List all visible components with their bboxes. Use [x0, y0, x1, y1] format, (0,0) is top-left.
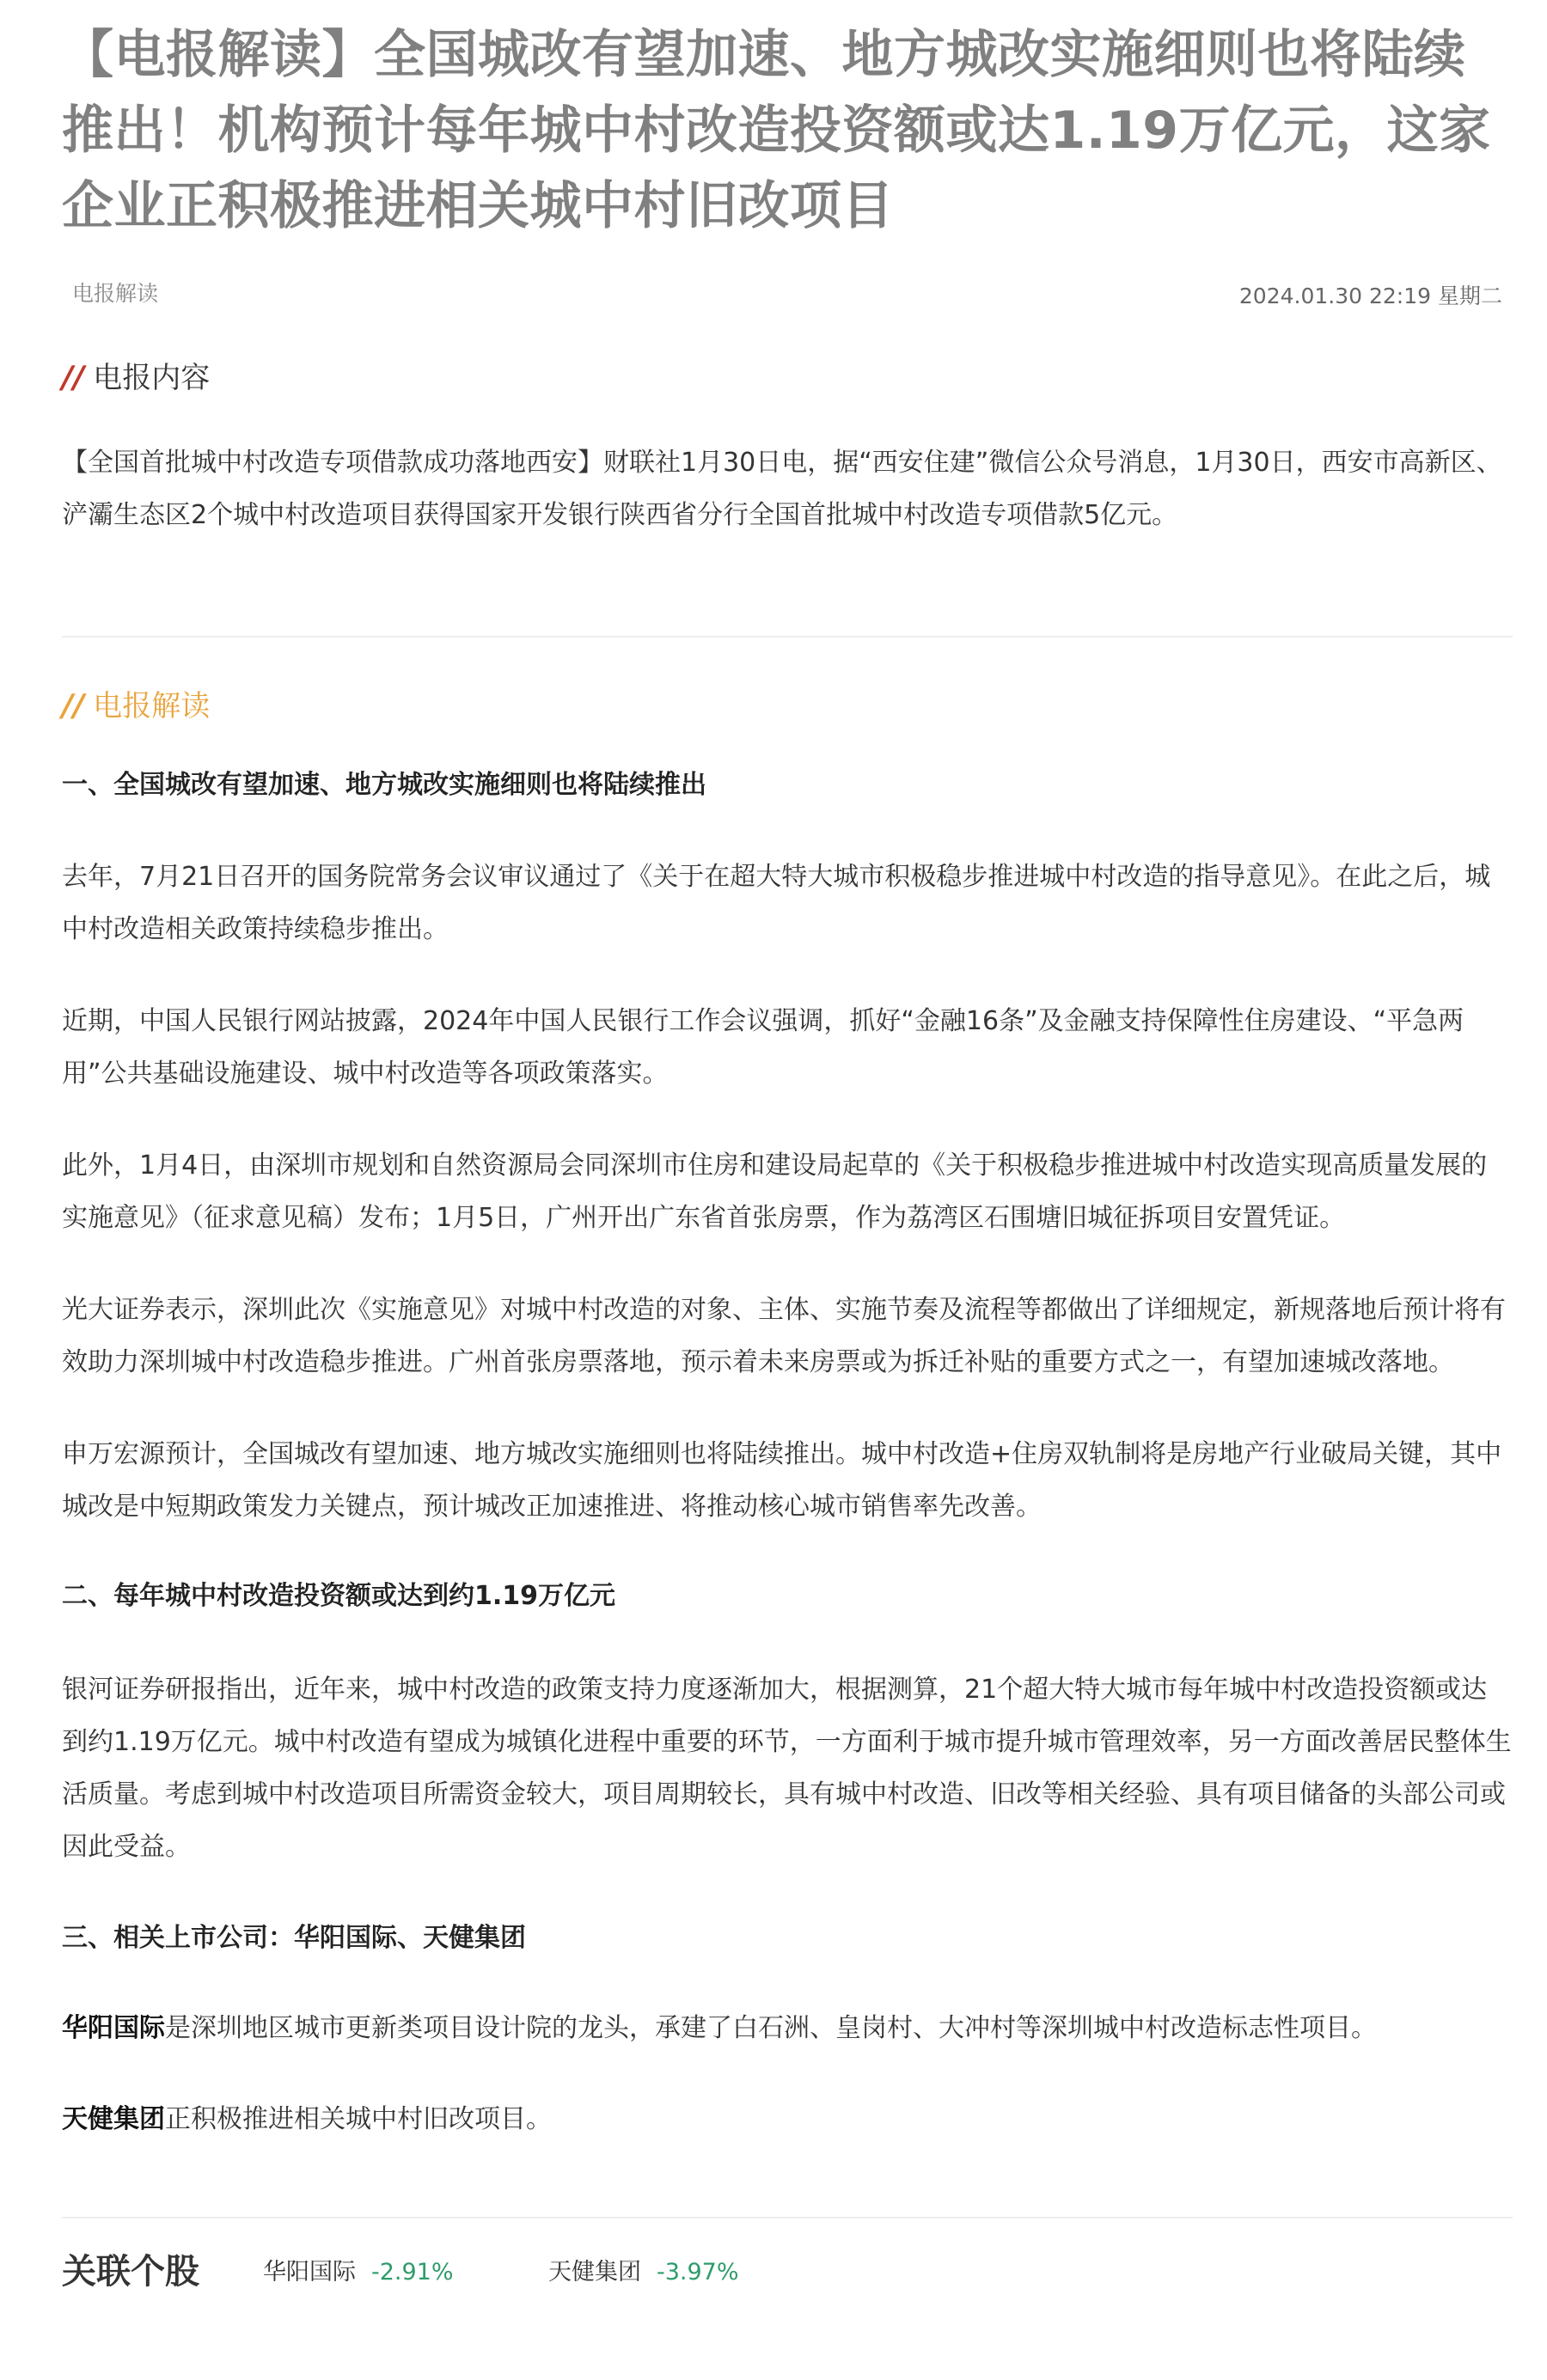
company-paragraph-1	[62, 2002, 1513, 2054]
stock-change: -2.91%	[371, 2259, 454, 2285]
stock-name: 华阳国际	[263, 2259, 356, 2285]
article-datetime: 2024.01.30 22:19 星期二	[1238, 284, 1502, 308]
double-slash-icon: //	[62, 360, 85, 395]
section-header-label: 电报内容	[93, 361, 211, 395]
stock-name: 天健集团	[548, 2259, 641, 2285]
section-header-label: 电报解读	[93, 689, 211, 723]
section1-paragraph-5: 申万宏源预计，全国城改有望加速、地方城改实施细则也将陆续推出。城中村改造+住房双轨制将是房地产行业破局关键，其中城改是中短期政策发力关键点，预计城改正加速推进、将推动核心城市销售率先改善。	[62, 1439, 1502, 1522]
section3-title: 三、相关上市公司：华阳国际、天健集团	[62, 1923, 526, 1953]
article-source[interactable]: 电报解读	[72, 281, 159, 306]
divider	[62, 2217, 1513, 2218]
company-paragraph-2	[62, 2093, 1513, 2145]
double-slash-icon: //	[62, 688, 85, 723]
section-header-telegram-content	[62, 361, 210, 395]
stock-change: -3.97%	[657, 2259, 739, 2285]
telegram-content-text: 【全国首批城中村改造专项借款成功落地西安】财联社1月30日电，据“西安住建”微信公众号消息，1月30日，西安市高新区、浐灞生态区2个城中村改造项目获得国家开发银行陕西省分行全国首批城中村改造专项借款5亿元。	[62, 448, 1502, 530]
section1-title: 一、全国城改有望加速、地方城改实施细则也将陆续推出	[62, 770, 706, 800]
company-description: 正积极推进相关城中村旧改项目。	[165, 2104, 552, 2134]
section1-paragraph-1: 去年，7月21日召开的国务院常务会议审议通过了《关于在超大特大城市积极稳步推进城中村改造的指导意见》。在此之后，城中村改造相关政策持续稳步推出。	[62, 862, 1491, 944]
divider	[62, 636, 1513, 638]
section-header-interpretation	[62, 689, 210, 723]
company-description: 是深圳地区城市更新类项目设计院的龙头，承建了白石洲、皇岗村、大冲村等深圳城中村改造标志性项目。	[165, 2013, 1377, 2043]
related-stock-item[interactable]	[263, 2253, 454, 2286]
section1-paragraph-3: 此外，1月4日，由深圳市规划和自然资源局会同深圳市住房和建设局起草的《关于积极稳步推进城中村改造实现高质量发展的实施意见》（征求意见稿）发布；1月5日，广州开出广东省首张房票，作为荔湾区石围塘旧城征拆项目安置凭证。	[62, 1150, 1488, 1233]
section1-paragraph-4: 光大证券表示，深圳此次《实施意见》对城中村改造的对象、主体、实施节奏及流程等都做出了详细规定，新规落地后预计将有效助力深圳城中村改造稳步推进。广州首张房票落地，预示着未来房票或为拆迁补贴的重要方式之一，有望加速城改落地。	[62, 1295, 1506, 1377]
related-stocks-label: 关联个股	[62, 2252, 199, 2292]
section2-paragraph-1: 银河证券研报指出，近年来，城中村改造的政策支持力度逐渐加大，根据测算，21个超大特大城市每年城中村改造投资额或达到约1.19万亿元。城中村改造有望成为城镇化进程中重要的环节，一方面利于城市提升城市管理效率，另一方面改善居民整体生活质量。考虑到城中村改造项目所需资金较大，项目周期较长，具有城中村改造、旧改等相关经验、具有项目储备的头部公司或因此受益。	[62, 1675, 1512, 1862]
related-stock-item[interactable]	[548, 2253, 739, 2286]
company-name: 天健集团	[62, 2104, 165, 2134]
company-name: 华阳国际	[62, 2013, 165, 2043]
article-title: 【电报解读】全国城改有望加速、地方城改实施细则也将陆续推出！机构预计每年城中村改造投资额或达1.19万亿元，这家企业正积极推进相关城中村旧改项目	[62, 25, 1491, 236]
section2-title: 二、每年城中村改造投资额或达到约1.19万亿元	[62, 1581, 616, 1611]
section1-paragraph-2: 近期，中国人民银行网站披露，2024年中国人民银行工作会议强调，抓好“金融16条”及金融支持保障性住房建设、“平急两用”公共基础设施建设、城中村改造等各项政策落实。	[62, 1006, 1464, 1089]
